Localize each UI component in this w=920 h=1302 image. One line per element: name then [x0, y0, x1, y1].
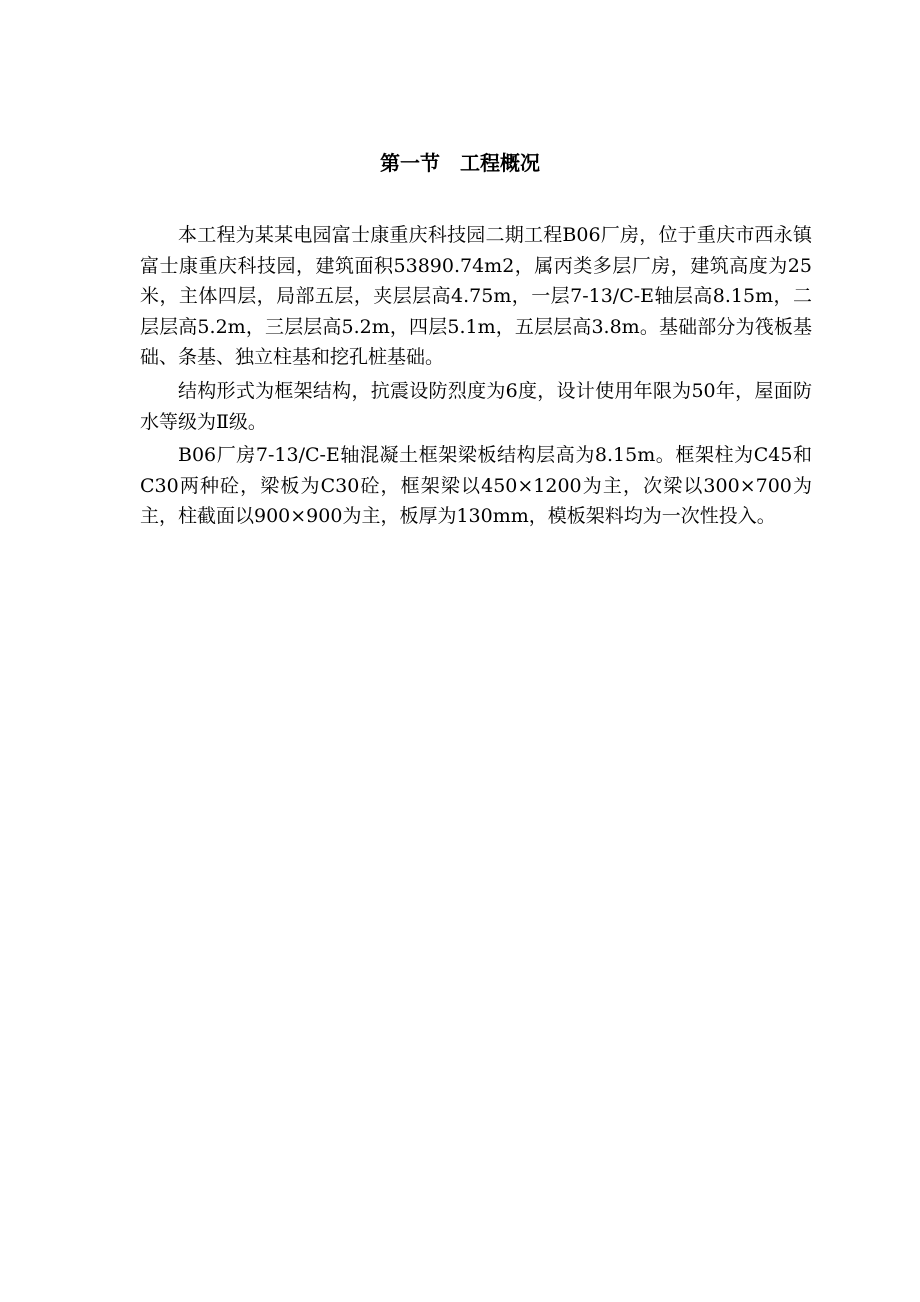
paragraph-project-overview: 本工程为某某电园富士康重庆科技园二期工程B06厂房，位于重庆市西永镇富士康重庆科技园，建筑面积53890.74m2，属丙类多层厂房，建筑高度为25米，主体四层，局部五层，夹层层高4.75m，一层7-13/C-E轴层高8.15m，二层层高5.2m，三层层高5.2m，四层5.1m，五层层高3.8m。基础部分为筏板基础、条基、独立柱基和挖孔桩基础。: [140, 224, 812, 369]
document-body: [140, 220, 812, 535]
paragraph-structure-form: 结构形式为框架结构，抗震设防烈度为6度，设计使用年限为50年，屋面防水等级为Ⅱ级。: [140, 379, 812, 433]
paragraph-frame-details: B06厂房7-13/C-E轴混凝土框架梁板结构层高为8.15m。框架柱为C45和C30两种砼，梁板为C30砼，框架梁以450×1200为主，次梁以300×700为主，柱截面以900×900为主，板厚为130mm，模板架料均为一次性投入。: [140, 444, 812, 528]
section-title: 第一节 工程概况: [380, 151, 540, 175]
